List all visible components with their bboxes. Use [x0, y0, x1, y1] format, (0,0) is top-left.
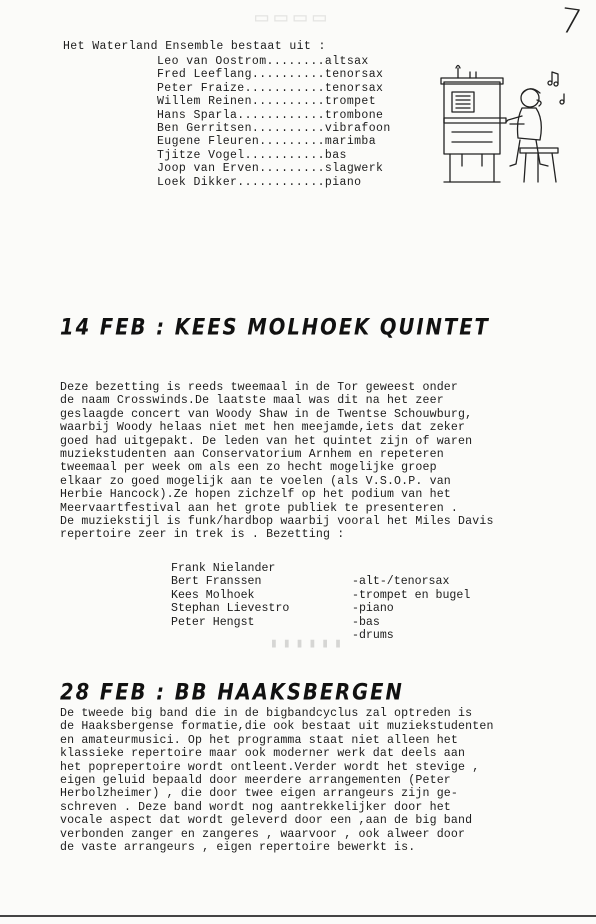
ensemble-intro: Het Waterland Ensemble bestaat uit : — [63, 40, 326, 53]
musician-instrument: -drums — [352, 629, 394, 642]
concert1-heading: 14 FEB : KEES MOLHOEK QUINTET — [60, 314, 490, 341]
text-line: verbonden zanger en zangeres , waarvoor , ook alweer door — [60, 827, 466, 841]
roster-row: Willem Reinen..........trompet — [157, 95, 377, 109]
musician-instrument: -bas — [352, 615, 380, 629]
roster-row: Eugene Fleuren.........marimba — [157, 135, 377, 149]
text-line: vocale aspect dat wordt geleverd door een ,aan de big band — [60, 814, 473, 828]
text-line: elkaar zo goed mogelijk aan te voelen (als V.S.O.P. van — [60, 474, 451, 488]
text-line: muziekstudenten aan Conservatorium Arnhem en repeteren — [60, 447, 444, 461]
text-line: Herbolzheimer) , die door twee eigen arrangeurs zijn ge- — [60, 787, 459, 801]
text-line: tweemaal per week om als een zo hecht mogelijke groep — [60, 461, 437, 475]
bottom-rule — [0, 915, 596, 917]
roster-row: Tjitze Vogel...........bas — [157, 148, 347, 162]
text-line: de naam Crosswinds.De laatste maal was dit na het zeer — [60, 394, 444, 408]
musician-instrument: -piano — [352, 602, 394, 615]
text-line: geslaagde concert van Woody Shaw in de Twentse Schouwburg, — [60, 407, 473, 421]
roster-row: Peter Fraize...........tenorsax — [157, 81, 384, 95]
musician-name: Bert Franssen — [171, 575, 262, 588]
musician-name: Frank Nielander — [171, 561, 276, 575]
musician-name: Kees Molhoek — [171, 588, 255, 602]
page-number: 7 — [557, 0, 585, 44]
text-line: de vaste arrangeurs , eigen repertoire bewerkt is. — [60, 840, 416, 854]
show-through-mark: ▮▮▮▮▮▮ — [270, 636, 347, 651]
text-line: en amateurmusici. Op het programma staat niet alleen het — [60, 733, 459, 747]
text-line: eigen geluid bepaald door meerdere arrangementen (Peter — [60, 773, 451, 787]
text-line: waarbij Woody helaas niet met hen meejamde,iets dat zeker — [60, 421, 466, 435]
text-line: De tweede big band die in de bigbandcyclus zal optreden is — [60, 707, 473, 720]
concert1-description — [60, 381, 580, 542]
text-line: De muziekstijl is funk/hardbop waarbij vooral het Miles Davis — [60, 514, 494, 528]
roster-row: Joop van Erven.........slagwerk — [157, 162, 384, 176]
concert2-description — [60, 707, 580, 854]
musician-instrument: -alt-/tenorsax — [352, 575, 450, 588]
roster-row: Ben Gerritsen..........vibrafoon — [157, 121, 391, 135]
roster-row: Fred Leeflang..........tenorsax — [157, 68, 384, 82]
roster-row: Hans Sparla............trombone — [157, 108, 384, 122]
text-line: Deze bezetting is reeds tweemaal in de Tor geweest onder — [60, 381, 459, 394]
ensemble-roster — [157, 55, 391, 189]
concert1-lineup — [171, 548, 471, 642]
musician-name: Stephan Lievestro — [171, 602, 290, 615]
text-line: Herbie Hancock).Ze hopen zichzelf op het podium van het — [60, 488, 451, 502]
musician-instrument: -trompet en bugel — [352, 588, 471, 602]
text-line: schreven . Deze band wordt nog aantrekkelijker door het — [60, 800, 451, 814]
roster-row: Loek Dikker............piano — [157, 175, 362, 189]
text-line: Meervaartfestival aan het grote publiek te presenteren . — [60, 501, 459, 515]
concert2-heading: 28 FEB : BB HAAKSBERGEN — [60, 679, 404, 706]
show-through-mark: ▭▭▭▭ — [255, 6, 332, 31]
musician-name: Peter Hengst — [171, 615, 255, 629]
roster-row: Leo van Oostrom........altsax — [157, 55, 369, 68]
text-line: het poprepertoire wordt ontleent.Verder wordt het stevige , — [60, 760, 480, 774]
text-line: de Haaksbergense formatie,die ook bestaat uit muziekstudenten — [60, 720, 494, 734]
text-line: repertoire zeer in trek is . Bezetting : — [60, 528, 345, 542]
text-line: goed had uitgepakt. De leden van het quintet zijn of waren — [60, 434, 473, 448]
piano-player-illustration — [440, 62, 572, 187]
text-line: klassieke repertoire maar ook moderner werk dat deels aan — [60, 747, 466, 761]
